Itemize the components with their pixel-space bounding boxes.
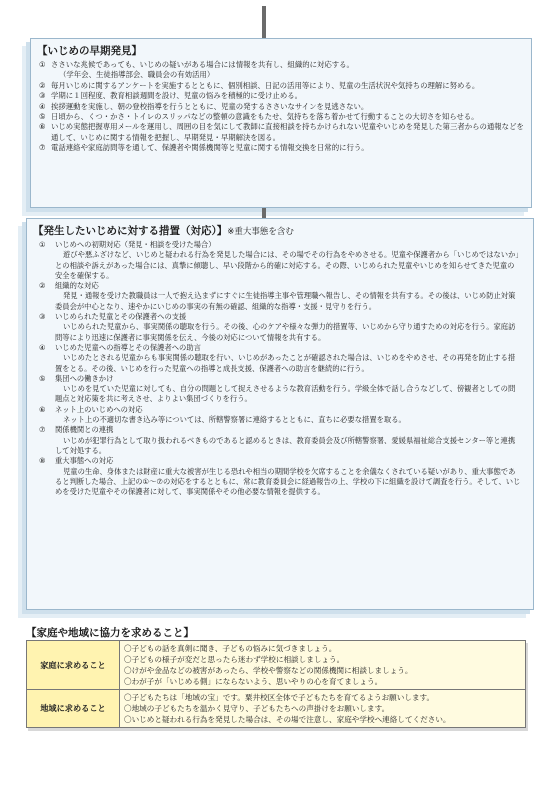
row-line: 〇けがや金品などの被害があったら、学校や警察などの関係機関に相談しましょう。 — [124, 666, 413, 675]
item-number: ⑧ — [39, 456, 46, 466]
list-item — [39, 60, 525, 70]
item-body: 遊びや悪ふざけなど、いじめと疑われる行為を発見した場合には、その場でその行為をやめさせる。児童や保護者から「いじめではないか」との相談や訴えがあった場合には、真摯に傾聴し、早い段階から的確に対応する。その際、いじめられた児童やいじめを知らせてきた児童の安全を確保する。 — [55, 250, 520, 280]
row-line: 〇わが子が「いじめる側」にならないよう、思いやりの心を育てましょう。 — [124, 677, 383, 686]
item-text: 挨拶運動を実施し、朝の登校指導を行うとともに、児童の発するささいなサインを見逃さない。 — [51, 101, 369, 111]
item-body: ネット上の不適切な書き込み等については、所轄警察署に連絡するとともに、直ちに必要な措置を取る。 — [63, 415, 406, 425]
item-number: ⑥ — [39, 122, 46, 132]
table-row — [27, 690, 526, 728]
row-line: 〇子どもの様子が変だと思ったら迷わず学校に相談しましょう。 — [124, 655, 345, 664]
section-note: ※重大事態を含む — [227, 227, 294, 237]
item-heading-text: いじめへの初期対応（発見・相談を受けた場合） — [55, 240, 216, 249]
item-heading-text: 関係機関との連携 — [55, 425, 114, 435]
item-number: ① — [39, 60, 46, 69]
item-subtext: （学年会、生徒指導部会、職員会の有効活用） — [59, 70, 215, 80]
section-title: 【家庭や地域に協力を求めること】 — [26, 627, 194, 639]
item-heading-text: いじめられた児童とその保護者への支援 — [55, 312, 187, 322]
item-heading — [35, 281, 527, 291]
row-content — [120, 641, 526, 690]
list-item — [39, 112, 525, 122]
item-heading — [35, 425, 527, 435]
item-number: ③ — [39, 91, 46, 101]
list-item — [39, 102, 525, 112]
section-title — [33, 223, 533, 238]
item-number: ① — [39, 240, 46, 249]
item-number: ② — [39, 80, 46, 90]
item-text: 電話連絡や家庭訪問等を通して、保護者や関係機関等と児童に関する情報交換を日常的に行う。 — [51, 143, 369, 153]
item-text: 日頃から、くつ・かさ・トイレのスリッパなどの整頓の意識をもたせ、気持ちを落ち着かせて行動することの大切さを知らせる。 — [51, 112, 479, 122]
list-item — [35, 405, 527, 426]
item-number: ⑦ — [39, 425, 46, 435]
list-item — [39, 122, 525, 143]
list-item — [39, 91, 525, 101]
list-item — [35, 374, 527, 405]
item-heading-text: 重大事態への対応 — [55, 456, 114, 466]
row-line: 〇子どもたちは「地域の宝」です。粟井校区全体で子どもたちを育てるようお願いします。 — [124, 693, 435, 702]
list-item — [35, 281, 527, 312]
item-number: ④ — [39, 342, 46, 352]
list-item — [39, 143, 525, 153]
item-body: 発見・通報を受けた教職員は一人で抱え込まずにすぐに生徒指導主事や管理職へ報告し、その情報を共有する。その後は、いじめ防止対策委員会が中心となり、速やかにいじめの事実の有無の確認、組織的な指導・支援・見守りを行う。 — [55, 291, 516, 311]
row-line: 〇地域の子どもたちを温かく見守り、子どもたちへの声掛けをお願いします。 — [124, 704, 390, 713]
item-text: ささいな兆候であっても、いじめの疑いがある場合には情報を共有し、組織的に対応する。 — [51, 60, 354, 69]
item-number: ③ — [39, 312, 46, 322]
section-title: 【いじめの早期発見】 — [37, 45, 142, 57]
item-heading — [35, 456, 527, 466]
item-heading-text: 組織的な対応 — [55, 281, 99, 291]
row-label: 地域に求めること — [27, 690, 120, 728]
item-text: いじめ実態把握専用メールを運用し、周囲の目を気にして教師に直接相談を持ちかけられない児童やいじめを発見した第三者からの通報などを通して、いじめに関する情報を把握し、早期発見・早期解決を図る。 — [51, 122, 524, 142]
response-measures-list — [27, 240, 533, 497]
list-item — [35, 456, 527, 497]
item-heading-text: いじめた児童への指導とその保護者への助言 — [55, 342, 201, 352]
item-heading — [35, 343, 527, 353]
early-detection-list — [31, 60, 531, 154]
list-item — [39, 81, 525, 91]
item-body: いじめたとされる児童からも事実関係の聴取を行い、いじめがあったことが確認された場合は、いじめをやめさせ、その再発を防止する措置をとる。その後、いじめを行った児童への指導と成長支援、保護者への助言を継続的に行う。 — [55, 353, 516, 373]
item-number: ② — [39, 281, 46, 291]
early-detection-panel — [30, 38, 532, 208]
item-heading-text: ネット上のいじめへの対応 — [55, 404, 143, 414]
item-number: ④ — [39, 101, 46, 111]
table-row — [27, 641, 526, 690]
row-content — [120, 690, 526, 728]
item-heading — [35, 240, 527, 250]
item-heading — [35, 374, 527, 384]
item-text: 学期に１回程度、教育相談週間を設け、児童の悩みを積極的に受け止める。 — [51, 91, 302, 101]
list-item — [35, 343, 527, 374]
list-item — [35, 240, 527, 281]
connector-line — [262, 6, 266, 42]
item-text: 毎月いじめに関するアンケートを実施するとともに、個別相談、日記の活用等により、児童の生活状況や気持ちの理解に努める。 — [51, 80, 480, 90]
cooperation-table — [26, 640, 526, 728]
row-label: 家庭に求めること — [27, 641, 120, 690]
response-measures-panel — [26, 218, 534, 610]
row-line: 〇いじめと疑われる行為を発見した場合は、その場で注意し、家庭や学校へ連絡してください。 — [124, 715, 451, 724]
list-item — [35, 312, 527, 343]
section-title-text: 【発生したいじめに対する措置（対応）】 — [33, 225, 228, 237]
item-body: いじめが犯罪行為として取り扱われるべきものであると認めるときは、教育委員会及び所轄警察署、愛媛県福祉総合支援センター等と連携して対処する。 — [55, 435, 516, 455]
item-number: ⑤ — [39, 373, 46, 383]
item-body: いじめを見ていた児童に対しても、自分の問題として捉えさせるような教育活動を行う。学級全体で話し合うなどして、傍観者としての問題点と対応策を共に考えさせ、よりよい集団づくりを行う。 — [55, 384, 516, 404]
item-heading — [35, 405, 527, 415]
item-number: ⑦ — [39, 143, 46, 153]
item-body: いじめられた児童から、事実関係の聴取を行う。その後、心のケアや様々な弾力的措置等、いじめから守り通すための対応を行う。家庭訪問等により迅速に保護者に事実関係を伝え、今後の対応について情報を共有する。 — [55, 322, 516, 342]
item-number: ⑤ — [39, 112, 46, 122]
item-heading-text: 集団への働きかけ — [55, 373, 114, 383]
item-heading — [35, 312, 527, 322]
item-body: 児童の生命、身体または財産に重大な被害が生じる恐れや相当の期間学校を欠席することを余儀なくされている疑いがあり、重大事態であると判断した場合、上記の①～⑦の対応をするとともに、常に教育委員会に経過報告の上、学校の下に組織を設けて調査を行う。そして、いじめを受けた児童やその保護者に対して、事実関係やその他必要な情報を提供する。 — [55, 466, 521, 497]
list-item — [35, 425, 527, 456]
item-number: ⑥ — [39, 404, 46, 414]
row-line: 〇子どもの話を真剣に聞き、子どもの悩みに気づきましょう。 — [124, 644, 337, 653]
